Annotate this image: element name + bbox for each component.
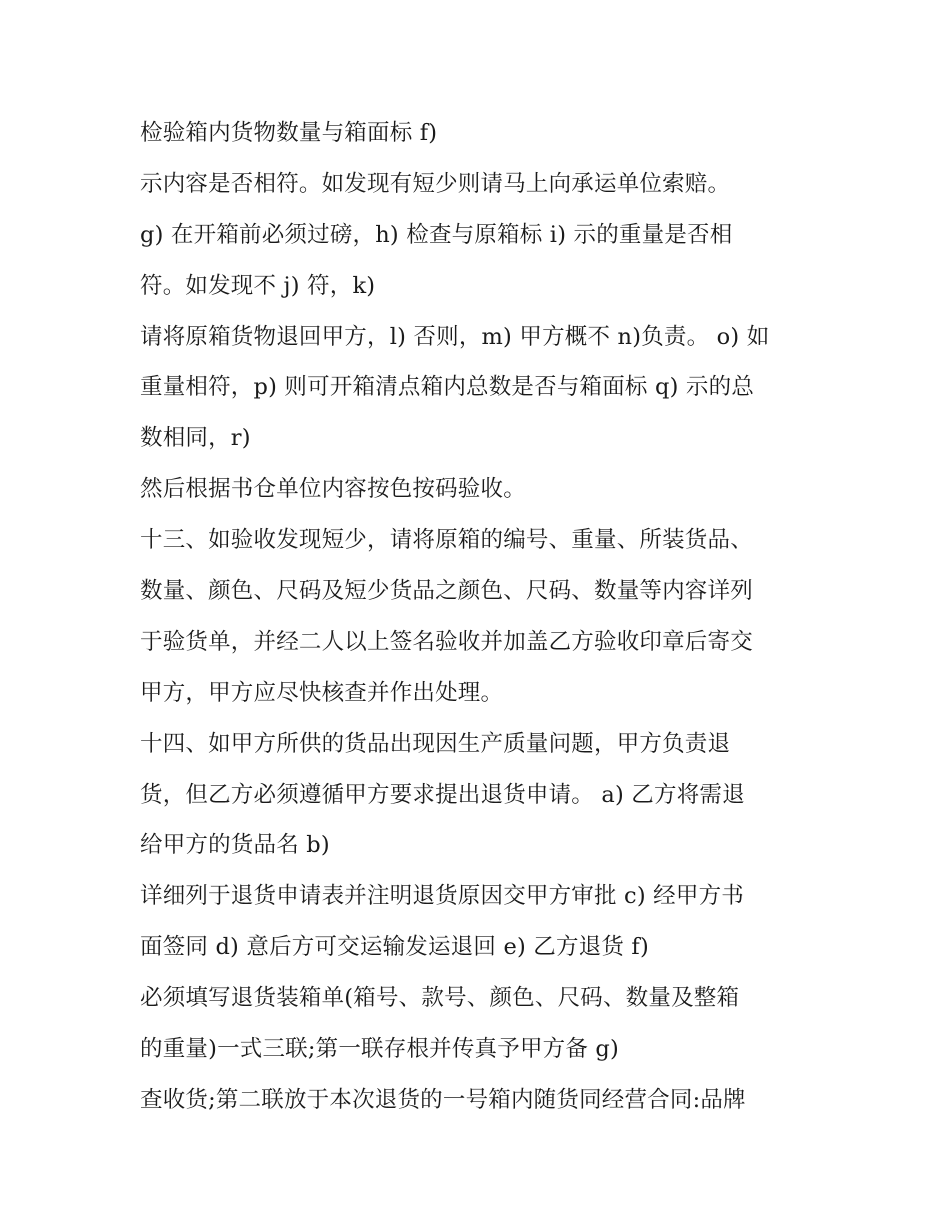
- document-body: [140, 108, 830, 1126]
- text-line-15: 给甲方的货品名 b): [140, 832, 330, 859]
- text-line-1: 检验箱内货物数量与箱面标 f): [140, 120, 438, 146]
- text-line-16: 详细列于退货申请表并注明退货原因交甲方审批 c) 经甲方书: [140, 883, 744, 910]
- text-line-4: 符。如发现不 j) 符，k): [140, 272, 376, 299]
- text-line-18: 必须填写退货装箱单(箱号、款号、颜色、尺码、数量及整箱: [140, 985, 740, 1012]
- text-line-10: 数量、颜色、尺码及短少货品之颜色、尺码、数量等内容详列: [140, 578, 753, 605]
- text-line-19: 的重量)一式三联;第一联存根并传真予甲方备 g): [140, 1036, 619, 1063]
- text-line-14: 货，但乙方必须遵循甲方要求提出退货申请。 a) 乙方将需退: [140, 781, 745, 808]
- text-line-11: 于验货单，并经二人以上签名验收并加盖乙方验收印章后寄交: [140, 628, 753, 655]
- text-line-13: 十四、如甲方所供的货品出现因生产质量问题，甲方负责退: [140, 730, 731, 757]
- text-line-12: 甲方，甲方应尽快核查并作出处理。: [140, 679, 504, 706]
- text-line-9: 十三、如验收发现短少，请将原箱的编号、重量、所装货品、: [140, 527, 753, 554]
- text-line-20: 查收货;第二联放于本次退货的一号箱内随货同经营合同:品牌: [140, 1086, 746, 1113]
- text-line-8: 然后根据书仓单位内容按色按码验收。: [140, 476, 526, 503]
- text-line-2: 示内容是否相符。如发现有短少则请马上向承运单位索赔。: [140, 170, 731, 197]
- text-line-7: 数相同，r): [140, 425, 251, 452]
- text-line-3: g) 在开箱前必须过磅，h) 检查与原箱标 i) 示的重量是否相: [140, 221, 733, 248]
- text-line-17: 面签同 d) 意后方可交运输发运退回 e) 乙方退货 f): [140, 934, 649, 961]
- text-line-6: 重量相符，p) 则可开箱清点箱内总数是否与箱面标 q) 示的总: [140, 374, 755, 401]
- text-line-5: 请将原箱货物退回甲方，l) 否则，m) 甲方概不 n)负责。 o) 如: [140, 323, 770, 350]
